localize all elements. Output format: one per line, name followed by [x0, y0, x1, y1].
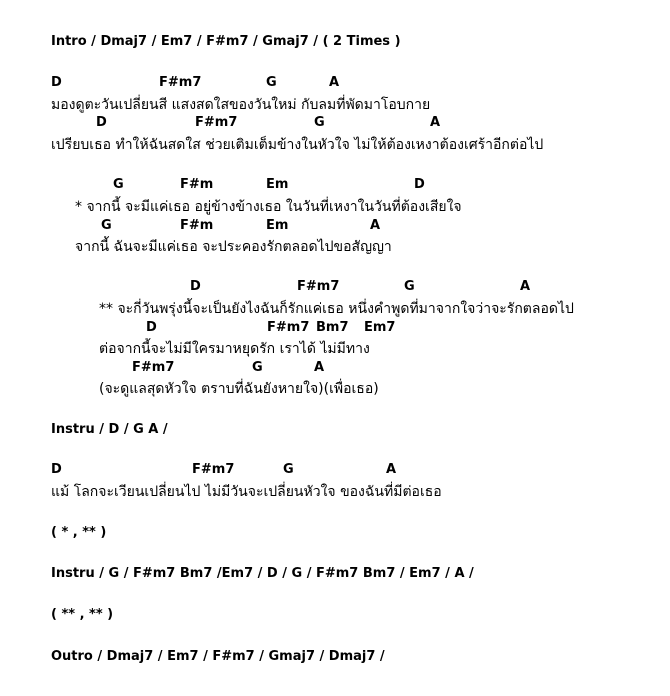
- repeat-marker-1: ( * , ** ): [51, 525, 107, 540]
- chord: D: [414, 177, 425, 192]
- repeat-marker-2: ( ** , ** ): [51, 607, 114, 622]
- chord: F#m7: [267, 320, 310, 335]
- instru-line-1: Instru / D / G A /: [51, 422, 168, 437]
- chorus2-line3-lyric: (จะดูแลสุดหัวใจ ตราบที่ฉันยังหายใจ)(เพื่อเธอ): [99, 381, 379, 397]
- chord: Em: [266, 177, 289, 192]
- chord: A: [329, 75, 340, 90]
- chord: G: [113, 177, 124, 192]
- chorus1-line1-lyric: * จากนี้ จะมีแค่เธอ อยู่ข้างข้างเธอ ในวันที่เหงาในวันที่ต้องเสียใจ: [75, 199, 462, 215]
- chord: D: [190, 279, 201, 294]
- chorus2-line2-lyric: ต่อจากนี้จะไม่มีใครมาหยุดรัก เราได้ ไม่มีทาง: [99, 341, 370, 357]
- chord: G: [314, 115, 325, 130]
- chord: G: [101, 218, 112, 233]
- chord: A: [370, 218, 381, 233]
- chord: F#m7: [132, 360, 175, 375]
- chord: D: [51, 75, 62, 90]
- chord: G: [266, 75, 277, 90]
- chord: G: [283, 462, 294, 477]
- chord: Em7: [364, 320, 396, 335]
- verse1-line2-lyric: เปรียบเธอ ทำให้ฉันสดใส ช่วยเติมเต็มข้างในหัวใจ ไม่ให้ต้องเหงาต้องเศร้าอีกต่อไป: [51, 137, 544, 153]
- verse2-line1-lyric: แม้ โลกจะเวียนเปลี่ยนไป ไม่มีวันจะเปลี่ยนหัวใจ ของฉันที่มีต่อเธอ: [51, 484, 442, 500]
- chord: F#m: [180, 177, 214, 192]
- chord: F#m7: [192, 462, 235, 477]
- intro-line: Intro / Dmaj7 / Em7 / F#m7 / Gmaj7 / ( 2 Times ): [51, 34, 401, 49]
- chord: A: [314, 360, 325, 375]
- chord: F#m7: [297, 279, 340, 294]
- chord: F#m7: [159, 75, 202, 90]
- chord: A: [520, 279, 531, 294]
- verse1-line1-lyric: มองดูตะวันเปลี่ยนสี แสงสดใสของวันใหม่ กับลมที่พัดมาโอบกาย: [51, 97, 431, 113]
- chord: F#m: [180, 218, 214, 233]
- chord: G: [252, 360, 263, 375]
- chord: A: [386, 462, 397, 477]
- chorus1-line2-lyric: จากนี้ ฉันจะมีแค่เธอ จะประคองรักตลอดไปขอสัญญา: [75, 239, 392, 255]
- chord: D: [96, 115, 107, 130]
- outro-line: Outro / Dmaj7 / Em7 / F#m7 / Gmaj7 / Dmaj7 /: [51, 649, 385, 664]
- chord: D: [146, 320, 157, 335]
- chord: G: [404, 279, 415, 294]
- instru-line-2: Instru / G / F#m7 Bm7 /Em7 / D / G / F#m7 Bm7 / Em7 / A /: [51, 566, 474, 581]
- chord: Em: [266, 218, 289, 233]
- chorus2-line1-lyric: ** จะกี่วันพรุ่งนี้จะเป็นยังไงฉันก็รักแค่เธอ หนึ่งคำพูดที่มาจากใจว่าจะรักตลอดไป: [99, 301, 574, 317]
- chord: F#m7: [195, 115, 238, 130]
- chord: D: [51, 462, 62, 477]
- chord: Bm7: [316, 320, 349, 335]
- chord: A: [430, 115, 441, 130]
